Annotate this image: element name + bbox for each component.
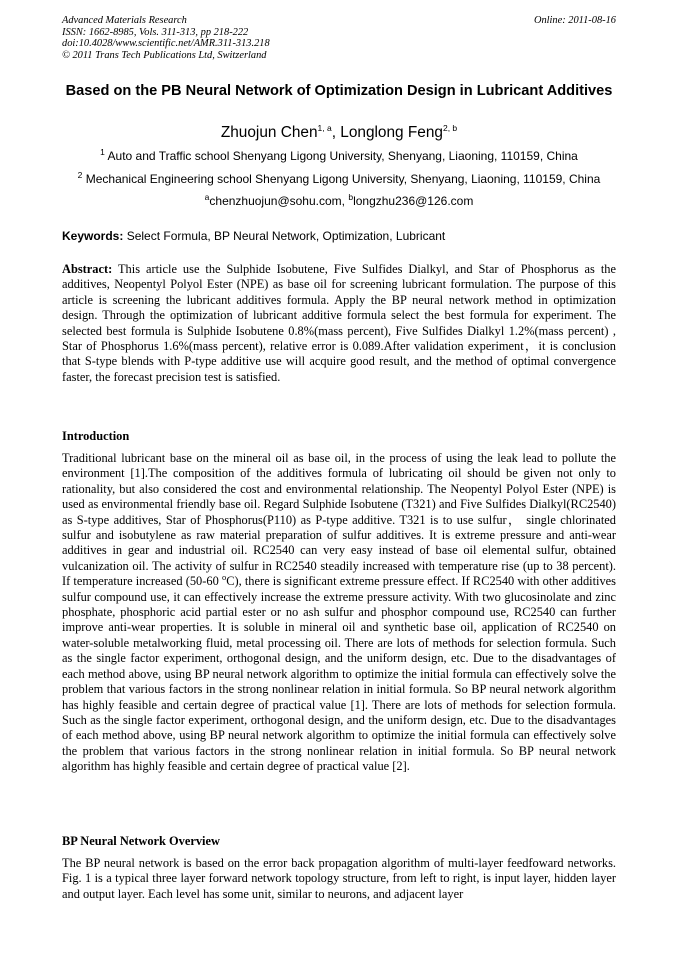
introduction-text-part-2: C), there is significant extreme pressure effect. If RC2540 with other additives sulfur compound use, it can effectively increase the extreme pressure activity. With two glucosinolate and zinc phosphate, phosphoric acid partial ester or no ash sulfur and phosphor compound use, RC2540 can further improve anti-wear properties. It is soluble in mineral oil and synthetic base oil, application of RC2540 on water-soluble metalworking fluid, metal processing oil. There are lots of methods for selection formula. Such as the single factor experiment, orthogonal design, and the uniform design, etc. Due to the disadvantages of each method above, using BP neural network algorithm to optimize the initial formula can effectively solve the problem that various factors in the strong nonlinear relation in initial formula. So BP neural network algorithm has highly feasible and certain degree of practical value [1]. There are lots of methods for selection formula. Such as the single factor experiment, orthogonal design, and the uniform design, etc. Due to the disadvantages of each method above, using BP neural network algorithm to optimize the initial formula can effectively solve the problem that various factors in the strong nonlinear relation in initial formula. So BP neural network algorithm has highly feasible and certain degree of practical value [2]. — [62, 574, 616, 774]
abstract — [62, 262, 616, 385]
abstract-text: This article use the Sulphide Isobutene, Five Sulfides Dialkyl, and Star of Phosphorus as the additives, Neopentyl Polyol Ester (NPE) as base oil for screening lubricant formulation. The purpose of this article is screening the lubricant additives formula. Apply the BP neural network method in optimization design. Through the optimization of lubricant additive formula select the best formula for experiment. The selected best formula is Sulphide Isobutene 0.8%(mass percent), Five Sulfides Dialkyl 1.2%(mass percent) , Star of Phosphorus 1.6%(mass percent), relative error is 0.089.After validation experiment，it is conclusion that S-type blends with P-type additive use will acquire good result, and the method of optimal convergence faster, the forecast precision test is satisfied. — [62, 262, 616, 384]
email-b-mark: b — [348, 192, 354, 202]
author-line — [62, 123, 616, 143]
author-emails — [62, 194, 616, 209]
keywords-text: Select Formula, BP Neural Network, Optimization, Lubricant — [123, 229, 446, 243]
email-a: chenzhuojun@sohu.com, — [209, 194, 349, 208]
affiliation-2-text: Mechanical Engineering school Shenyang Ligong University, Shenyang, Liaoning, 110159, China — [82, 172, 601, 186]
author-1: Zhuojun Chen — [220, 124, 318, 141]
keywords-label: Keywords: — [62, 229, 124, 243]
affiliation-2-mark: 2 — [77, 170, 83, 180]
bp-overview-heading: BP Neural Network Overview — [62, 834, 220, 848]
author-2: Longlong Feng — [340, 124, 443, 141]
abstract-label: Abstract: — [62, 262, 113, 276]
introduction-heading: Introduction — [62, 429, 130, 443]
introduction-body — [62, 451, 616, 775]
journal-name: Advanced Materials Research — [62, 15, 187, 26]
author-separator: , — [331, 124, 341, 141]
online-date: Online: 2011-08-16 — [533, 15, 616, 26]
keywords — [62, 229, 616, 244]
author-2-affiliation-mark: 2, b — [442, 122, 458, 133]
affiliation-2 — [62, 172, 616, 187]
journal-issn: ISSN: 1662-8985, Vols. 311-313, pp 218-222 — [62, 26, 249, 38]
affiliation-1-text: Auto and Traffic school Shenyang Ligong University, Shenyang, Liaoning, 110159, China — [104, 149, 578, 163]
affiliation-1 — [62, 149, 616, 164]
journal-copyright: © 2011 Trans Tech Publications Ltd, Switzerland — [62, 49, 267, 61]
paper-title: Based on the PB Neural Network of Optimization Design in Lubricant Additives — [65, 83, 613, 99]
affiliation-1-mark: 1 — [100, 147, 105, 157]
journal-doi: doi:10.4028/www.scientific.net/AMR.311-313.218 — [62, 38, 270, 50]
journal-header — [62, 15, 616, 61]
author-1-affiliation-mark: 1, a — [317, 122, 332, 133]
degree-mark: o — [221, 572, 227, 583]
email-a-mark: a — [204, 192, 210, 202]
bp-overview-body: The BP neural network is based on the error back propagation algorithm of multi-layer feedfoward networks. Fig. 1 is a typical three layer forward network topology structure, from left to right, is input layer, hidden layer and output layer. Each level has some unit, similar to neurons, and adjacent layer — [62, 856, 616, 901]
email-b: longzhu236@126.com — [353, 194, 474, 208]
introduction-text-part-1: Traditional lubricant base on the mineral oil as base oil, in the process of using the leak lead to pollute the environment [1].The composition of the additives formula of lubricating oil should be given not only to rationality, but also considered the cost and environmental relationship. The Neopentyl Polyol Ester (NPE) is used as environmental friendly base oil. Regard Sulphide Isobutene (T321) and Five Sulfides Dialkyl(RC2540) as S-type additives, Star of Phosphorus(P110) as P-type additive. T321 is to use sulfur， single chlorinated sulfur and isobutylene as raw material preparation of sulfur additives. It is extreme pressure and anti-wear additives in gear and industrial oil. RC2540 can very easy instead of base oil elemental sulfur, obtained vulcanization oil. The activity of sulfur in RC2540 steadily increased with temperature rise (up to 38 percent). If temperature increased (50-60 — [62, 451, 616, 589]
